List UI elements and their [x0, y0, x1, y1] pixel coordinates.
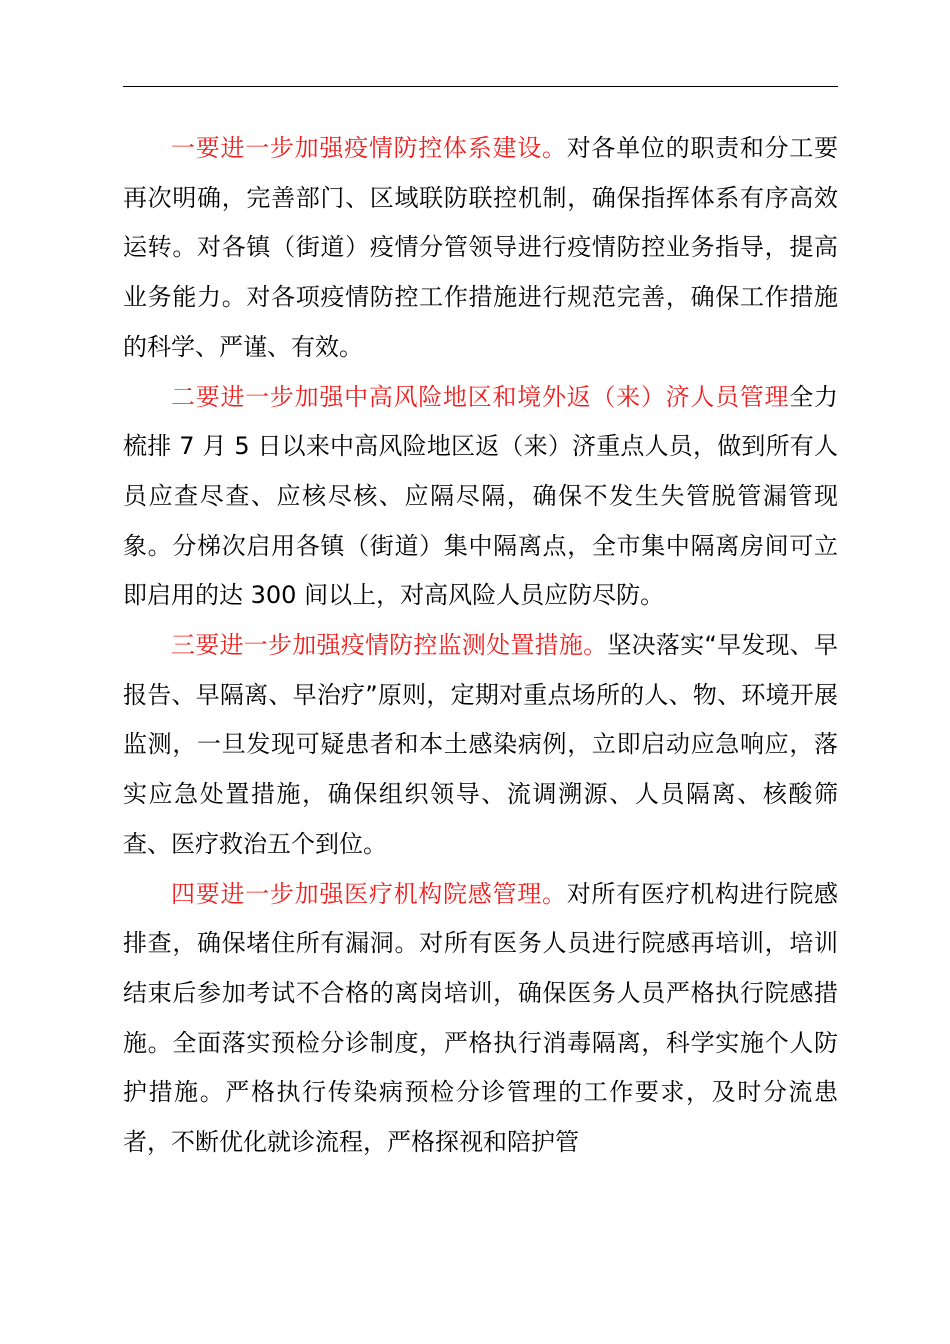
header-rule — [123, 86, 838, 87]
paragraph-3-heading: 三要进一步加强疫情防控监测处置措施。 — [171, 631, 608, 660]
document-body — [123, 124, 838, 1168]
paragraph-4 — [123, 870, 838, 1168]
paragraph-2-text: 全力梳排 7 月 5 日以来中高风险地区返（来）济重点人员，做到所有人员应查尽查、应核尽核、应隔尽隔，确保不发生失管脱管漏管现象。分梯次启用各镇（街道）集中隔离点，全市集中隔离房间可立即启用的达 300 间以上，对高风险人员应防尽防。 — [123, 382, 839, 610]
paragraph-1-heading: 一要进一步加强疫情防控体系建设。 — [171, 134, 567, 162]
paragraph-1-text: 对各单位的职责和分工要再次明确，完善部门、区域联防联控机制，确保指挥体系有序高效运转。对各镇（街道）疫情分管领导进行疫情防控业务指导，提高业务能力。对各项疫情防控工作措施进行规范完善，确保工作措施的科学、严谨、有效。 — [123, 134, 839, 361]
paragraph-2 — [123, 373, 838, 622]
paragraph-2-heading: 二要进一步加强中高风险地区和境外返（来）济人员管理 — [171, 382, 790, 411]
paragraph-4-text: 对所有医疗机构进行院感排查，确保堵住所有漏洞。对所有医务人员进行院感再培训，培训结束后参加考试不合格的离岗培训，确保医务人员严格执行院感措施。全面落实预检分诊制度，严格执行消毒隔离，科学实施个人防护措施。严格执行传染病预检分诊管理的工作要求，及时分流患者，不断优化就诊流程，严格探视和陪护管 — [123, 879, 839, 1157]
paragraph-4-heading: 四要进一步加强医疗机构院感管理。 — [171, 879, 567, 908]
paragraph-3 — [123, 621, 838, 870]
paragraph-1 — [123, 124, 838, 373]
paragraph-3-text: 坚决落实“早发现、早报告、早隔离、早治疗”原则，定期对重点场所的人、物、环境开展监测，一旦发现可疑患者和本土感染病例，立即启动应急响应，落实应急处置措施，确保组织领导、流调溯源、人员隔离、核酸筛查、医疗救治五个到位。 — [123, 631, 838, 858]
